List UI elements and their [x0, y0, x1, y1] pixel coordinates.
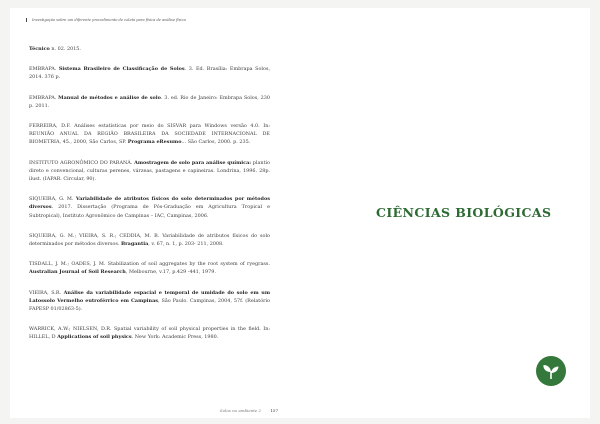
reference-details: . 2017. Dissertação (Programa de Pós-Graduação em Agricultura Tropical e Subtropical), Instituto Agronômico de Campinas – IAC, Campinas, 2006.: [29, 204, 270, 219]
reference-details: , São Paulo. Campinas, 2004, 57f. (Relatório FAPESP 01/02863-5).: [29, 297, 270, 313]
reference-entry: [29, 45, 270, 53]
reference-details: , Melbourne, v.17, p.429 -441, 1979.: [125, 269, 216, 276]
reference-text: INSTITUTO AGRONÔMICO DO PARANÁ.: [29, 159, 135, 166]
reference-title: Programa eResumo: [127, 139, 182, 146]
reference-list: [29, 45, 270, 354]
footer-text: Solos no ambiente 2: [219, 408, 262, 413]
plant-sprout-icon: [536, 356, 566, 386]
reference-title: Análise da variabilidade espacial e temporal de umidade do solo em um Latossolo Vermelho eutroférrico em Campinas: [29, 289, 271, 304]
reference-details: n. 02. 2015.: [49, 46, 81, 52]
reference-entry: [29, 325, 270, 341]
left-page: [10, 8, 300, 418]
reference-entry: [29, 159, 270, 184]
reference-entry: [29, 94, 270, 110]
reference-entry: [29, 122, 270, 147]
reference-details: . 3. Ed. Brasília: Embrapa Solos, 2014. 376 p.: [29, 66, 271, 81]
reference-details: . 3. ed. Rio de Janeiro: Embrapa Solos, 230 p. 2011.: [29, 94, 270, 109]
reference-title: Amostragem de solo para análise química:: [134, 159, 252, 166]
reference-details: , v. 67, n. 1, p. 203- 211, 2008.: [148, 241, 224, 248]
sprout-glyph: [541, 361, 561, 381]
reference-text: WARRICK, A.W.; NIELSEN, D.R. Spatial variability of soil physical properties in the field. In: HILLEL, D: [29, 326, 270, 341]
reference-text: SIQUEIRA, G. M.; VIEIRA, S. R.; CEDDIA, M. B. Variabilidade de atributos físicos do solo determinados por métodos diversos.: [29, 232, 270, 248]
reference-details: ... São Carlos, 2000. p. 235.: [181, 139, 251, 146]
reference-entry: [29, 195, 270, 220]
running-head: Investigação sobre um diferente procedimento de coleta para física de análise física: [26, 18, 292, 22]
reference-title: Sistema Brasileiro de Classificação de Solos: [58, 66, 185, 73]
page-footer: [220, 408, 278, 413]
reference-entry: [29, 65, 270, 81]
reference-text: FERREIRA, D.F. Análises estatísticas por meio do SISVAR para Windows versão 4.0. In: REUNIÃO ANUAL DA REGIÃO BRASILEIRA DA SOCIEDADE INTERNACIONAL DE BIOMETRIA, 45., 2000, São Carlos, SP.: [29, 123, 270, 146]
reference-title: Manual de métodos e análise de solo: [58, 94, 161, 101]
reference-text: TISDALL, J. M.; OADES, J. M. Stabilization of soil aggregates by the root system of ryegrass.: [29, 261, 270, 268]
reference-entry: [29, 232, 270, 248]
reference-entry: [29, 289, 270, 314]
reference-title: Variabilidade de atributos físicos do solo determinados por métodos diversos: [29, 196, 270, 211]
reference-details: . New York: Academic Press, 1980.: [131, 334, 219, 341]
reference-text: EMBRAPA.: [29, 66, 59, 73]
right-page: [300, 8, 590, 418]
reference-details: plantio direto e convencional, culturas perenes, várzeas, pastagens e capineiras. Londrina, 1996. 28p. ilust. (IAPAR. Circular, 90).: [29, 159, 271, 183]
reference-title: Técnico: [29, 46, 50, 52]
section-title: CIÊNCIAS BIOLÓGICAS: [376, 205, 552, 220]
reference-title: Australian Journal of Soil Research: [29, 269, 126, 276]
reference-entry: [29, 260, 270, 276]
reference-text: VIEIRA, S.R.: [29, 289, 64, 296]
reference-text: SIQUEIRA, G. M.: [29, 196, 76, 203]
page-number: 157: [270, 408, 278, 413]
reference-title: Bragantia: [120, 241, 149, 248]
reference-text: EMBRAPA.: [29, 94, 59, 101]
reference-title: Applications of soil physics: [57, 334, 132, 341]
